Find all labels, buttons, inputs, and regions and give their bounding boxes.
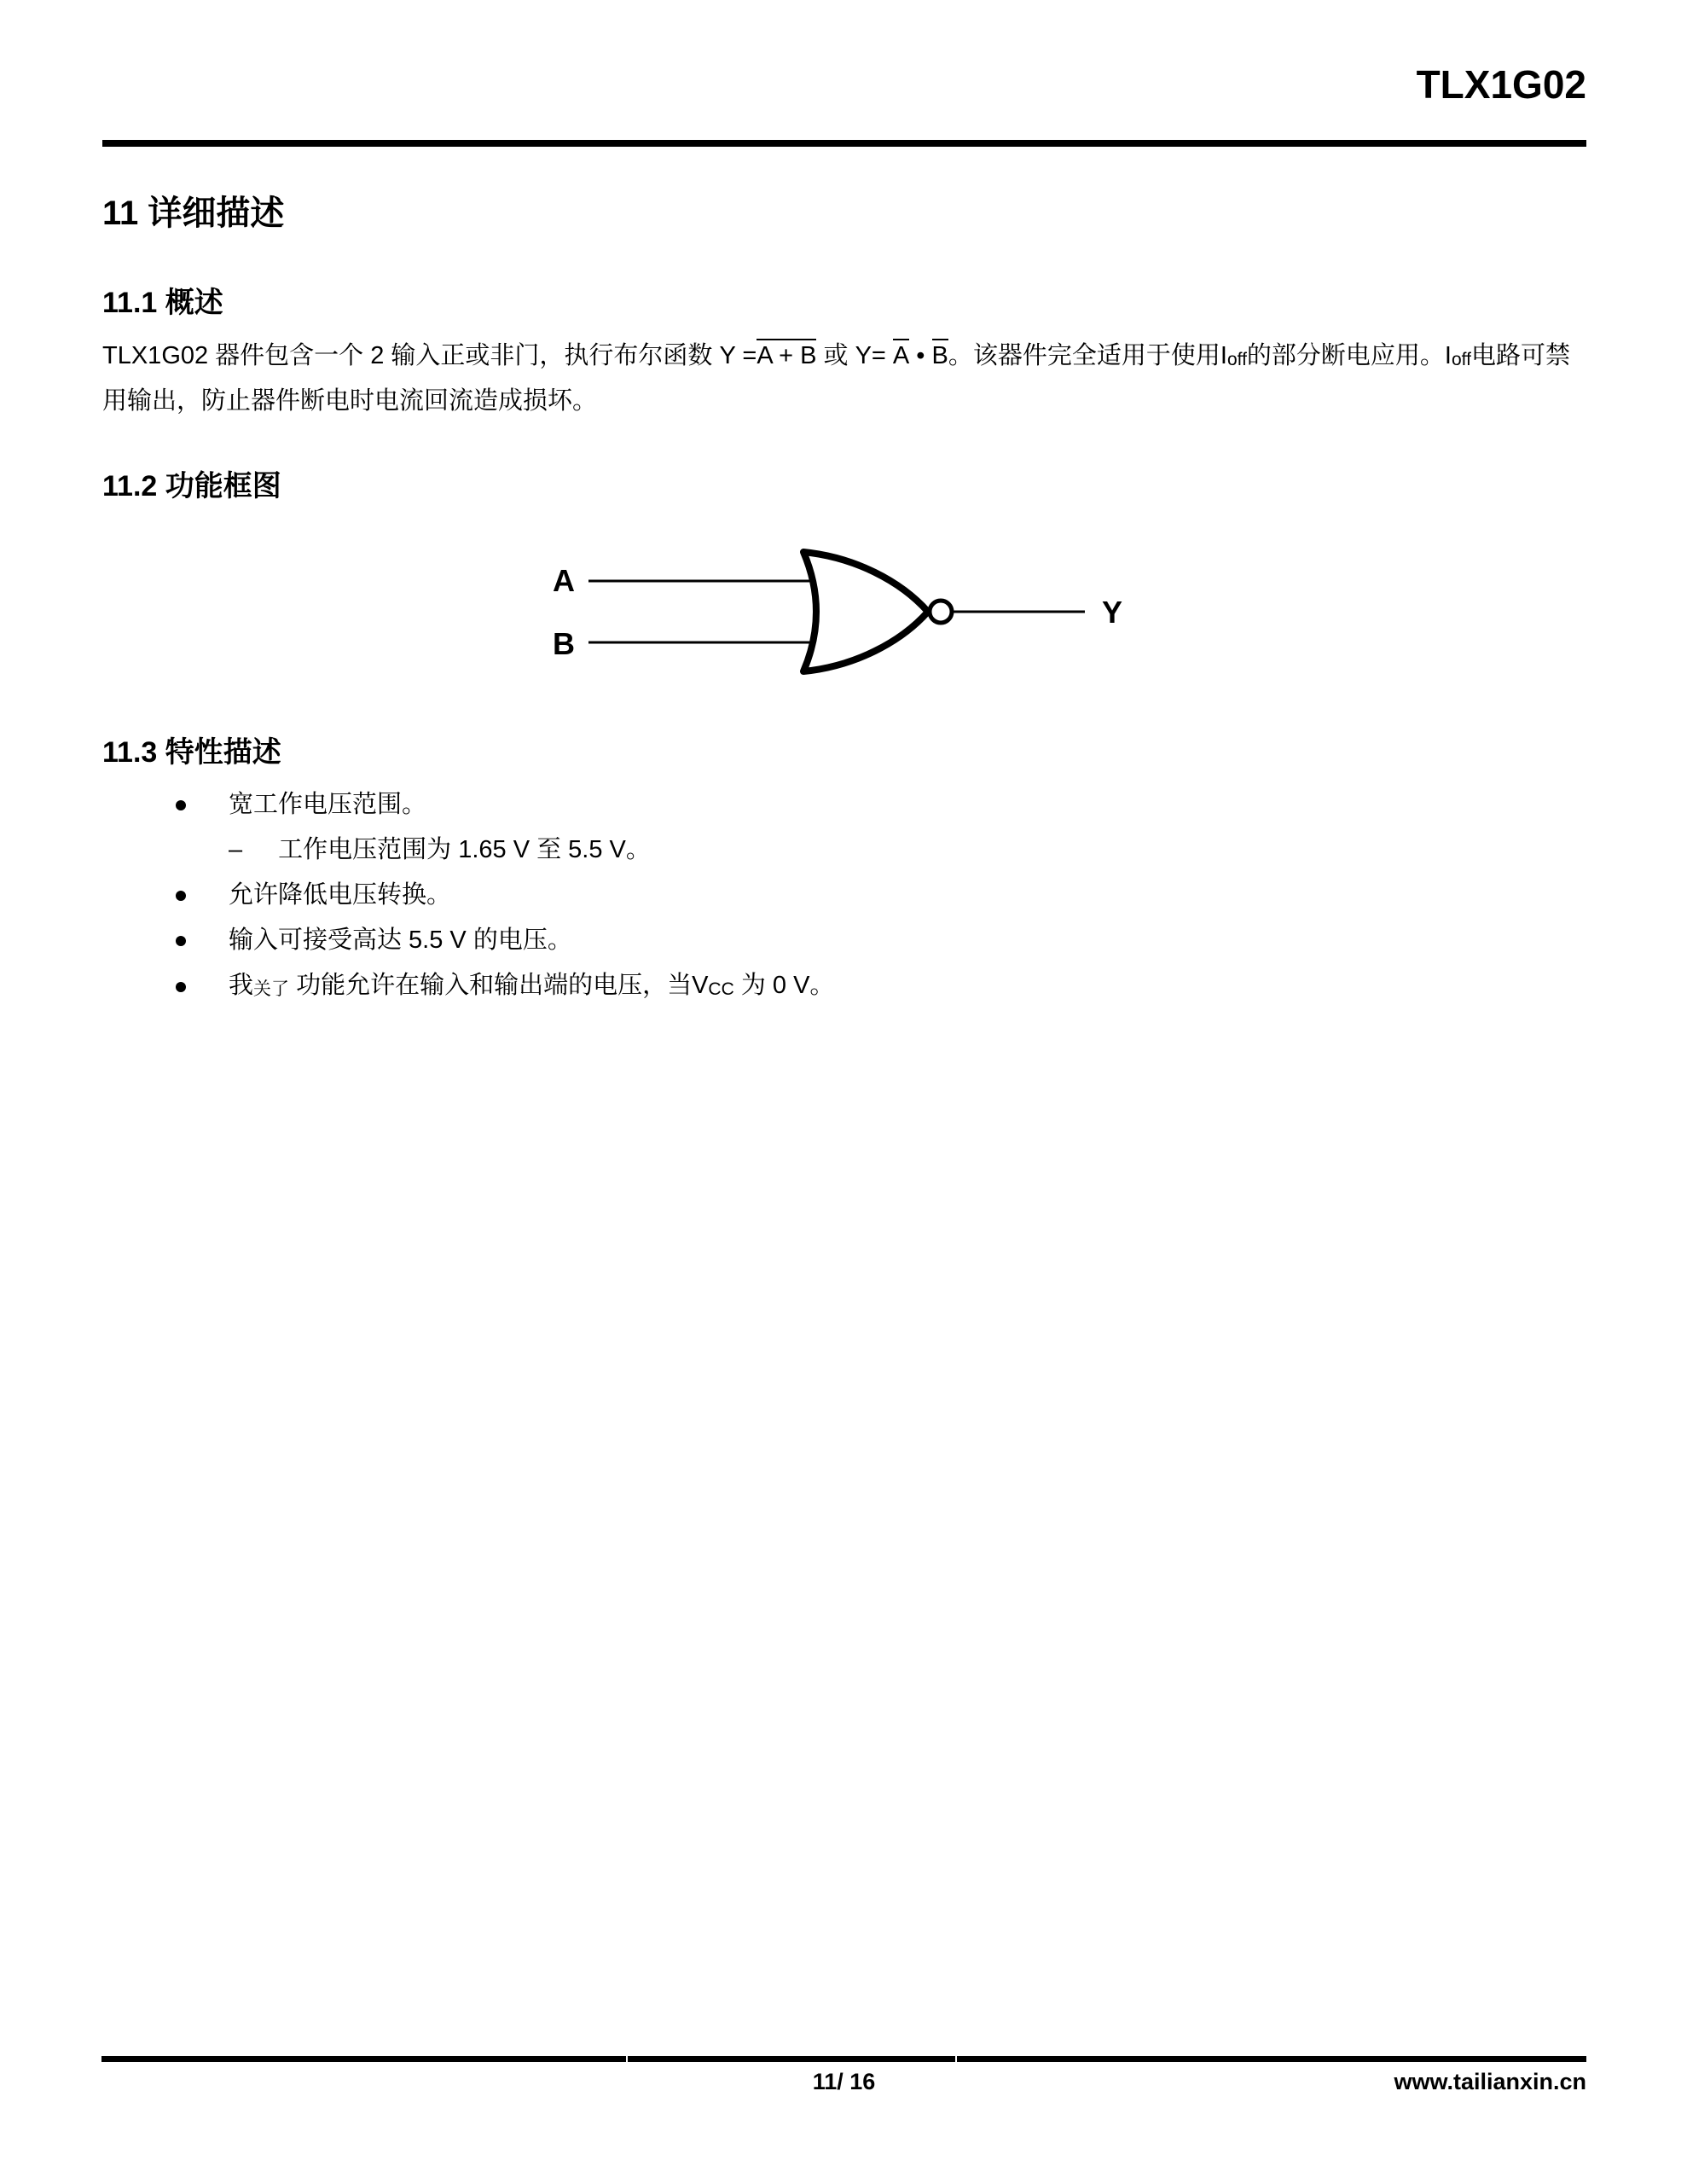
list-item xyxy=(102,918,1586,963)
footer-row xyxy=(101,2069,1586,2105)
list-item xyxy=(102,963,1586,1010)
bullet-icon xyxy=(176,891,186,901)
doc-title: TLX1G02 xyxy=(1416,62,1586,107)
guanle-subscript: 关了 xyxy=(253,979,290,999)
feature-text-1: 宽工作电压范围。 xyxy=(229,791,427,818)
section-title-11-2: 11.2 功能框图 xyxy=(102,470,281,502)
functional-block-diagram xyxy=(546,535,1586,685)
inversion-bubble xyxy=(930,601,952,623)
section-title-11-1: 11.1 概述 xyxy=(102,287,223,319)
page-number: 11/ 16 xyxy=(812,2069,876,2094)
para-dot: • xyxy=(909,342,932,369)
nor-gate-body xyxy=(803,552,928,671)
overview-paragraph xyxy=(102,334,1586,422)
bullet-icon xyxy=(176,936,186,946)
para-seg1: TLX1G02 器件包含一个 2 输入正或非门，执行布尔函数 Y = xyxy=(102,342,757,369)
dash-icon: – xyxy=(229,836,243,863)
footer-rule-segment xyxy=(628,2056,956,2062)
feature-4-seg3: 为 0 V。 xyxy=(733,972,835,999)
feature-4-seg1: 我 xyxy=(229,972,254,999)
gate-output-y-label: Y xyxy=(1102,595,1123,630)
sub-list-item xyxy=(102,828,1586,873)
vcc-subscript: CC xyxy=(708,979,734,999)
para-seg3: 。该器件完全适用于使用I xyxy=(948,342,1227,369)
section-title-11: 11 详细描述 xyxy=(102,195,285,232)
para-seg2: 或 Y= xyxy=(816,342,893,369)
para-seg4: 的部分断电应用。I xyxy=(1246,342,1452,369)
feature-text-4 xyxy=(229,963,834,1010)
para-seg5: 电路可禁用输出，防止器件断电时电流回流造成损坏。 xyxy=(102,342,1570,415)
ioff-subscript-2: off xyxy=(1451,350,1471,369)
footer-rule-segment xyxy=(957,2056,1586,2062)
list-item xyxy=(102,873,1586,918)
overline-b: B xyxy=(932,339,948,370)
feature-text-3: 输入可接受高达 5.5 V 的电压。 xyxy=(229,926,572,954)
feature-text-2: 允许降低电压转换。 xyxy=(229,881,452,909)
ioff-subscript-1: off xyxy=(1226,350,1247,369)
gate-input-a-label: A xyxy=(553,563,575,598)
feature-4-seg2: 功能允许在输入和输出端的电压，当V xyxy=(289,972,709,999)
page-footer xyxy=(101,2056,1586,2105)
overline-a-plus-b: A + B xyxy=(757,339,816,370)
footer-rule-segment xyxy=(101,2056,626,2062)
bullet-icon xyxy=(176,982,186,992)
page-header xyxy=(102,0,1586,147)
section-title-11-3: 11.3 特性描述 xyxy=(102,736,281,769)
bullet-icon xyxy=(176,800,186,810)
website-link[interactable]: www.tailianxin.cn xyxy=(1394,2069,1586,2094)
list-item xyxy=(102,782,1586,828)
feature-text-1-sub: 工作电压范围为 1.65 V 至 5.5 V。 xyxy=(278,836,651,863)
footer-rule xyxy=(101,2056,1586,2062)
overline-a: A xyxy=(893,339,909,370)
gate-input-b-label: B xyxy=(553,626,575,661)
nor-gate-svg xyxy=(546,535,1126,685)
header-rule xyxy=(102,140,1586,147)
feature-list xyxy=(102,782,1586,1010)
